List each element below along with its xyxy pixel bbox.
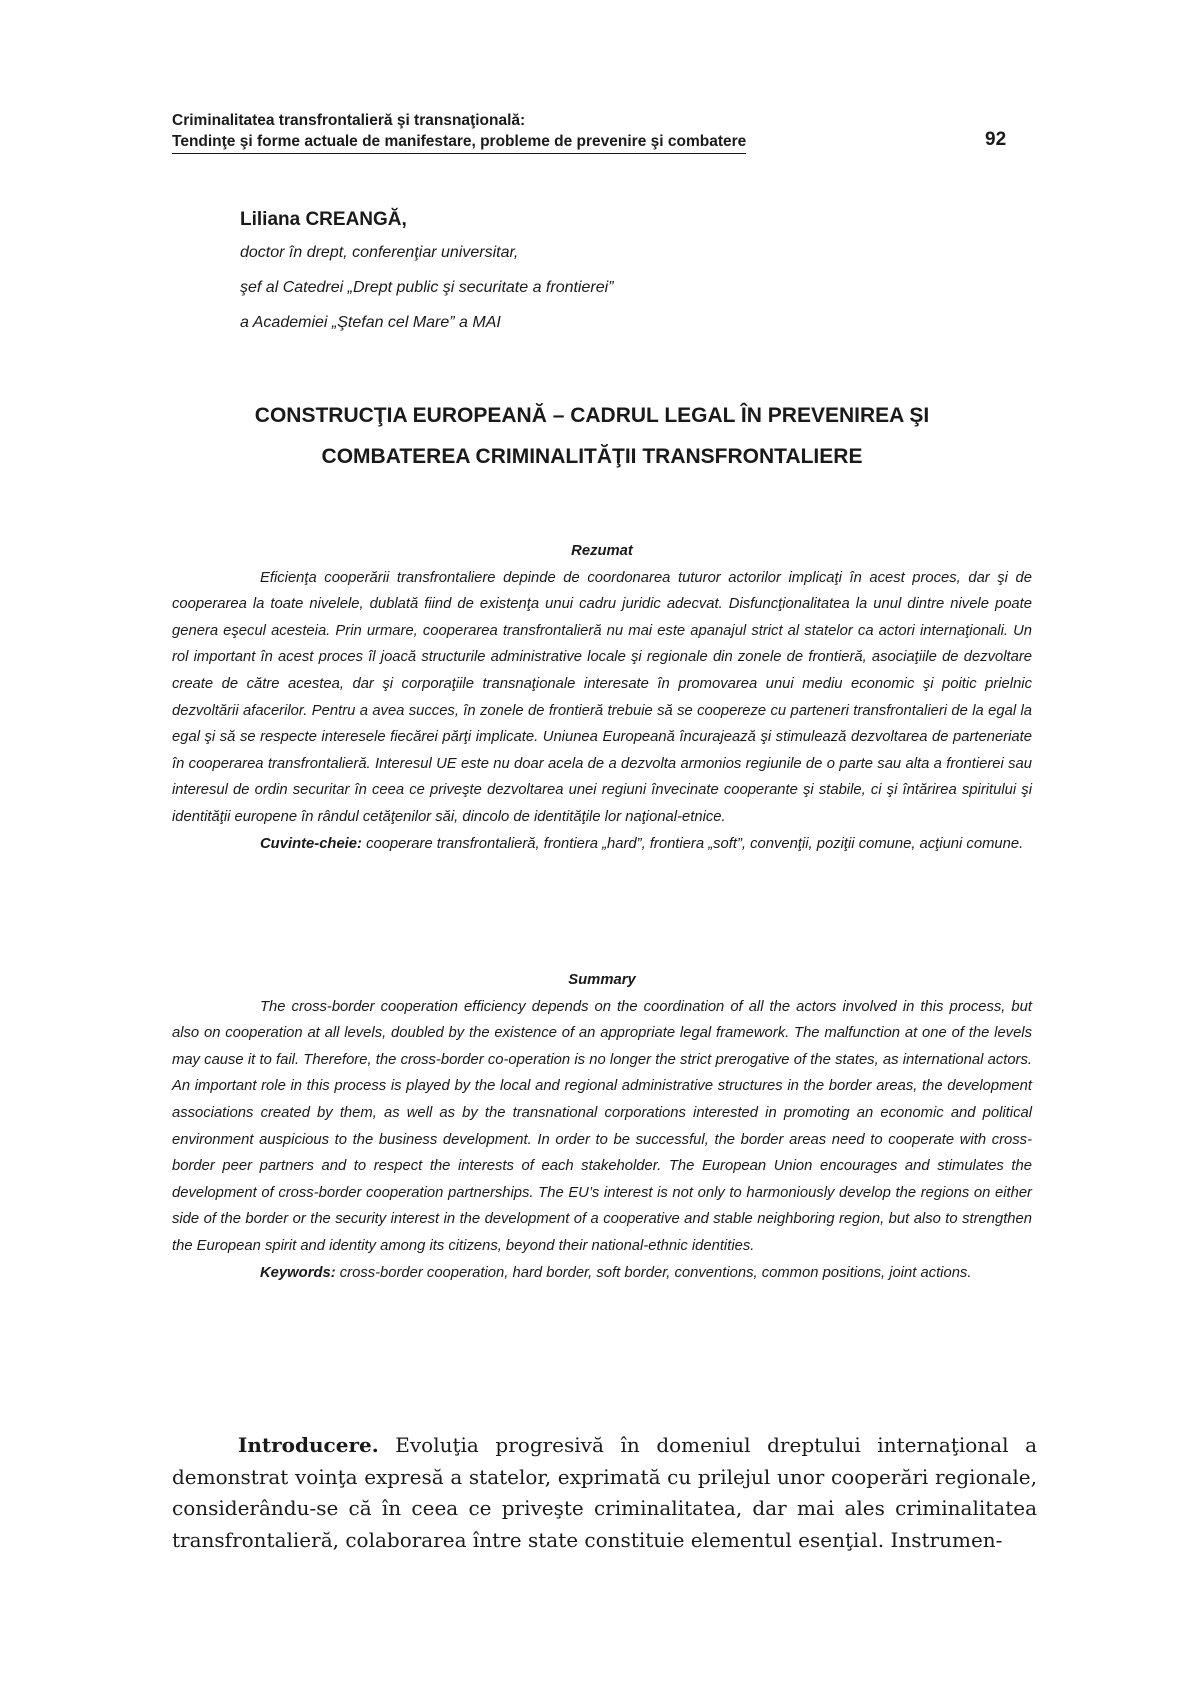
abstract-keywords	[172, 831, 1032, 858]
article-title	[172, 395, 1012, 477]
keywords-text: cooperare transfrontalieră, frontiera „hard”, frontiera „soft”, convenţii, poziţii comune, acţiuni comune.	[361, 835, 1024, 852]
keywords-text: cross-border cooperation, hard border, soft border, conventions, common positions, joint actions.	[335, 1264, 972, 1281]
abstract-romanian	[172, 538, 1032, 857]
summary-heading: Summary	[568, 972, 636, 988]
abstract-english	[172, 967, 1032, 1286]
header-line-2: Tendinţe şi forme actuale de manifestare, probleme de prevenire şi combatere	[172, 131, 746, 154]
abstract-text: Eficienţa cooperării transfrontaliere depinde de coordonarea tuturor actorilor implicaţi în acest proces, dar şi de cooperarea la toate nivelele, dublată fiind de existenţa unui cadru juridic adecvat. Disfuncţionalitatea la unul dintre nivele poate genera eşecul acesteia. Prin urmare, cooperarea transfrontalieră nu mai este apanajul strict al statelor ca actori internaţionali. Un rol important în acest proces îl joacă structurile administrative locale şi regionale din zonele de frontieră, asociaţiile de dezvoltare create de către acestea, dar şi corporaţiile transnaţionale interesate în promovarea unui mediu economic şi poitic prielnic dezvoltării afacerilor. Pentru a avea succes, în zonele de frontieră trebuie să se coopereze cu parteneri transfrontalieri de la egal la egal şi să se respecte interesele fiecărei părţi implicate. Uniunea Europeană încurajează şi stimulează dezvoltarea de parteneriate în cooperarea transfrontalieră. Interesul UE este nu doar acela de a dezvolta armonios regiunile de o parte sau alta a frontierei sau interesul de ordin securitar în ceea ce priveşte dezvoltarea unei regiuni învecinate cooperante şi stabile, ci şi întărirea spiritului şi identităţii europene în rândul cetăţenilor săi, dincolo de identităţile lor naţional-etnice.	[172, 569, 1032, 825]
title-line-1: CONSTRUCŢIA EUROPEANĂ – CADRUL LEGAL ÎN PREVENIREA ŞI	[254, 404, 930, 427]
page-number: 92	[985, 129, 1007, 150]
introduction-paragraph	[172, 1430, 1037, 1556]
header-line-1: Criminalitatea transfrontalieră şi transnaţională:	[172, 112, 526, 129]
author-affiliation-3: a Academiei „Ştefan cel Mare” a MAI	[240, 314, 501, 331]
keywords-label: Cuvinte-cheie:	[260, 835, 362, 852]
keywords-label: Keywords:	[260, 1264, 336, 1281]
introduction-text: Evoluţia progresivă în domeniul dreptului internaţional a demonstrat voinţa expresă a statelor, exprimată cu prilejul unor cooperări regionale, considerându-se că în ceea ce priveşte criminalitatea, dar mai ales criminalitatea transfrontalieră, colaborarea între state constituie elementul esenţial. Instrumen-	[172, 1433, 1037, 1552]
summary-keywords	[172, 1260, 1032, 1287]
title-line-2: COMBATEREA CRIMINALITĂŢII TRANSFRONTALIERE	[321, 445, 863, 468]
author-block	[240, 205, 940, 340]
introduction-label: Introducere.	[238, 1433, 379, 1457]
summary-text: The cross-border cooperation efficiency depends on the coordination of all the actors involved in this process, but also on cooperation at all levels, doubled by the existence of an appropriate legal framework. The malfunction at one of the levels may cause it to fail. Therefore, the cross-border co-operation is no longer the strict prerogative of the states, as international actors. An important role in this process is played by the local and regional administrative structures in the border areas, the development associations created by them, as well as by the transnational corporations interested in promoting an economic and political environment auspicious to the business development. In order to be successful, the border areas need to cooperate with cross-border peer partners and to respect the interests of each stakeholder. The European Union encourages and stimulates the development of cross-border cooperation partnerships. The EU’s interest is not only to harmoniously develop the regions on either side of the border or the security interest in the development of a cooperative and stable neighboring region, but also to strengthen the European spirit and identity among its citizens, beyond their national-ethnic identities.	[172, 998, 1032, 1254]
running-header	[172, 110, 1012, 154]
author-name: Liliana CREANGĂ,	[240, 209, 407, 230]
author-affiliation-1: doctor în drept, conferenţiar universitar,	[240, 244, 519, 261]
author-affiliation-2: şef al Catedrei „Drept public şi securitate a frontierei”	[240, 279, 614, 296]
abstract-heading: Rezumat	[571, 543, 633, 559]
